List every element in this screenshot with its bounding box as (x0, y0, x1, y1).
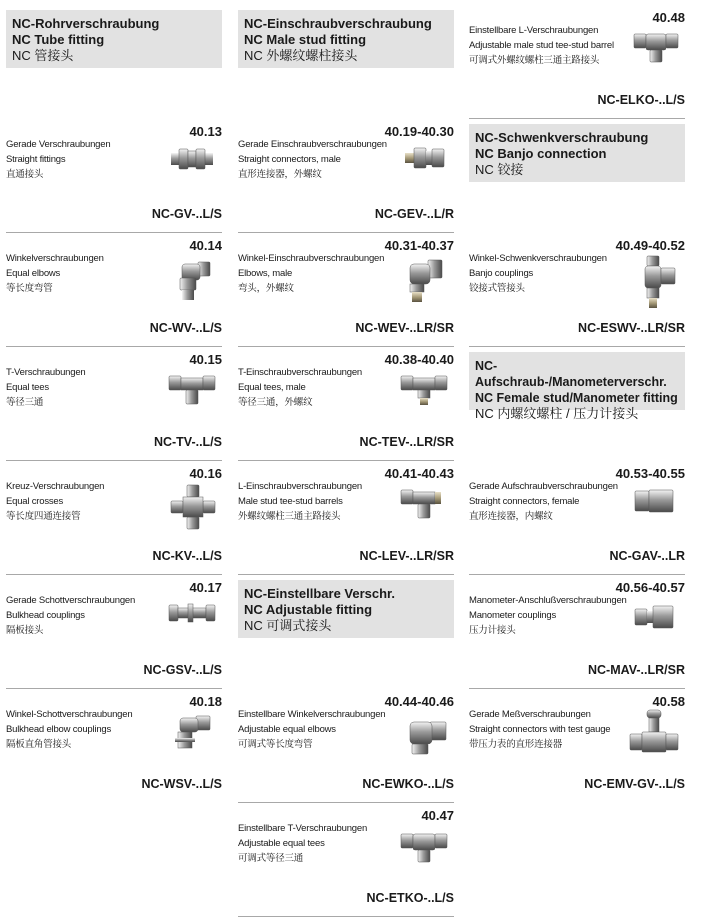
adjustable-elbow-icon (404, 712, 448, 756)
product-name-de: Gerade Schottverschraubungen (6, 595, 136, 606)
male-connector-icon (404, 146, 446, 170)
catalog-page-number: 40.41-40.43 (384, 466, 454, 481)
product-name-zh: 等径三通 (6, 397, 44, 408)
catalog-page-number: 40.15 (189, 352, 222, 367)
header-title-zh: NC 管接头 (12, 48, 74, 63)
order-code: NC-EMV-GV-..L/S (584, 777, 685, 791)
bulkhead-elbow-icon (172, 710, 212, 750)
divider (238, 346, 454, 347)
catalog-page-number: 40.17 (189, 580, 222, 595)
header-title-de: NC-Einschraubverschraubung (244, 16, 432, 31)
section-header-female-stud-fitting (469, 352, 685, 421)
order-code: NC-ETKO-..L/S (366, 891, 454, 905)
product-entry-40-17 (6, 580, 222, 694)
product-name-zh: 可调式等长度弯管 (238, 739, 313, 750)
product-name-en: Equal tees, male (238, 382, 306, 393)
product-name-zh: 隔板直角管接头 (6, 739, 72, 750)
product-name-de: Kreuz-Verschraubungen (6, 481, 105, 492)
product-name-zh: 直形连接器，外螺纹 (238, 169, 322, 180)
product-name-en: Straight connectors with test gauge (469, 724, 611, 735)
divider (238, 460, 454, 461)
divider (238, 232, 454, 233)
divider (6, 232, 222, 233)
section-header-tube-fitting (6, 10, 222, 68)
section-header-banjo-connection (469, 124, 685, 182)
divider (238, 802, 454, 803)
divider (238, 574, 454, 575)
product-entry-40-15 (6, 352, 222, 466)
product-entry-40-38 (238, 352, 454, 466)
test-gauge-connector-icon (629, 708, 679, 760)
product-name-de: T-Einschraubverschraubungen (238, 367, 362, 378)
product-name-en: Banjo couplings (469, 268, 534, 279)
divider (469, 346, 685, 347)
product-entry-40-19 (238, 124, 454, 238)
order-code: NC-TEV-..LR/SR (359, 435, 454, 449)
order-code: NC-LEV-..LR/SR (359, 549, 454, 563)
header-title-en: NC Female stud/Manometer fitting (475, 391, 678, 405)
order-code: NC-WEV-..LR/SR (355, 321, 454, 335)
catalog-page-number: 40.19-40.30 (384, 124, 454, 139)
elbow-icon (172, 256, 212, 302)
order-code: NC-WSV-..L/S (141, 777, 222, 791)
product-name-de: Gerade Aufschraubverschraubungen (469, 481, 618, 492)
product-name-en: Equal tees (6, 382, 49, 393)
product-name-zh: 直形连接器，内螺纹 (469, 511, 553, 522)
catalog-page-number: 40.13 (189, 124, 222, 139)
product-name-de: Gerade Meßverschraubungen (469, 709, 591, 720)
adjustable-tee-icon (400, 830, 448, 864)
product-name-zh: 等长度弯管 (6, 283, 53, 294)
catalog-page-number: 40.31-40.37 (384, 238, 454, 253)
product-name-zh: 可调式外螺纹螺柱三通主路接头 (469, 55, 600, 66)
header-title-de: NC-Einstellbare Verschr. (244, 586, 396, 601)
divider (6, 346, 222, 347)
product-name-de: Winkel-Schottverschraubungen (6, 709, 133, 720)
product-entry-40-41 (238, 466, 454, 580)
product-name-en: Straight connectors, male (238, 154, 341, 165)
product-name-de: Manometer-Anschlußverschraubungen (469, 595, 627, 606)
product-name-en: Bulkhead couplings (6, 610, 85, 621)
product-name-de: Einstellbare T-Verschraubungen (238, 823, 368, 834)
adjustable-l-tee-icon (633, 30, 679, 64)
product-name-zh: 等长度四通连接管 (6, 511, 81, 522)
male-tee-icon (400, 372, 448, 406)
order-code: NC-GSV-..L/S (143, 663, 222, 677)
product-entry-40-49 (469, 238, 685, 352)
catalog-page-number: 40.38-40.40 (384, 352, 454, 367)
product-name-zh: 外螺纹螺柱三通主路接头 (238, 511, 341, 522)
catalog-page-number: 40.56-40.57 (615, 580, 685, 595)
divider (6, 688, 222, 689)
catalog-page-number: 40.49-40.52 (615, 238, 685, 253)
product-name-zh: 可调式等径三通 (238, 853, 304, 864)
divider (238, 916, 454, 917)
product-name-en: Elbows, male (238, 268, 293, 279)
order-code: NC-GAV-..LR (609, 549, 685, 563)
product-name-en: Adjustable male stud tee-stud barrel (469, 40, 614, 51)
product-name-en: Equal elbows (6, 268, 61, 279)
product-name-de: Einstellbare L-Verschraubungen (469, 25, 599, 36)
catalog-page-number: 40.58 (652, 694, 685, 709)
order-code: NC-MAV-..LR/SR (588, 663, 685, 677)
order-code: NC-ELKO-..L/S (597, 93, 685, 107)
product-name-de: Gerade Einschraubverschraubungen (238, 139, 387, 150)
product-name-en: Male stud tee-stud barrels (238, 496, 343, 507)
order-code: NC-ESWV-..LR/SR (578, 321, 685, 335)
straight-union-icon (170, 144, 214, 174)
catalog-page-number: 40.16 (189, 466, 222, 481)
tee-icon (168, 372, 216, 406)
product-entry-40-56 (469, 580, 685, 694)
product-name-de: T-Verschraubungen (6, 367, 86, 378)
product-entry-40-58 (469, 694, 685, 808)
manometer-coupling-icon (633, 604, 677, 630)
product-name-zh: 带压力表的直形连接器 (469, 739, 563, 750)
header-title-en: NC Adjustable fitting (244, 602, 373, 617)
male-elbow-icon (398, 256, 444, 304)
header-title-en: NC Tube fitting (12, 32, 105, 47)
header-title-zh: NC 外螺纹螺柱接头 (244, 48, 358, 63)
order-code: NC-EWKO-..L/S (362, 777, 454, 791)
female-connector-icon (633, 488, 677, 514)
product-entry-40-13 (6, 124, 222, 238)
product-name-zh: 直通接头 (6, 169, 44, 180)
order-code: NC-KV-..L/S (152, 549, 222, 563)
catalog-page-number: 40.18 (189, 694, 222, 709)
product-entry-40-31 (238, 238, 454, 352)
catalog-page-number: 40.14 (189, 238, 222, 253)
bulkhead-icon (168, 602, 216, 624)
product-name-en: Manometer couplings (469, 610, 557, 621)
product-name-de: Winkel-Schwenkverschraubungen (469, 253, 607, 264)
product-name-de: Gerade Verschraubungen (6, 139, 111, 150)
product-entry-40-18 (6, 694, 222, 808)
product-name-en: Equal crosses (6, 496, 64, 507)
product-name-zh: 铰接式管接头 (469, 283, 525, 294)
product-name-zh: 隔板接头 (6, 625, 44, 636)
order-code: NC-TV-..L/S (153, 435, 222, 449)
product-name-de: Winkelverschraubungen (6, 253, 104, 264)
product-name-de: Einstellbare Winkelverschraubungen (238, 709, 386, 720)
product-entry-40-48 (469, 10, 685, 124)
male-l-tee-icon (400, 486, 448, 520)
product-name-en: Adjustable equal tees (238, 838, 325, 849)
divider (6, 460, 222, 461)
section-header-male-stud-fitting (238, 10, 454, 68)
product-name-en: Adjustable equal elbows (238, 724, 336, 735)
product-name-zh: 弯头，外螺纹 (238, 283, 294, 294)
header-title-de: NC-Rohrverschraubung (12, 16, 160, 31)
divider (469, 118, 685, 119)
divider (469, 574, 685, 575)
product-name-en: Bulkhead elbow couplings (6, 724, 112, 735)
divider (469, 688, 685, 689)
product-entry-40-16 (6, 466, 222, 580)
order-code: NC-GEV-..L/R (374, 207, 454, 221)
product-name-de: Winkel-Einschraubverschraubungen (238, 253, 385, 264)
product-name-de: L-Einschraubverschraubungen (238, 481, 362, 492)
catalog-page-number: 40.47 (421, 808, 454, 823)
header-title-zh: NC 可调式接头 (244, 618, 332, 633)
cross-icon (170, 484, 216, 530)
product-entry-40-53 (469, 466, 685, 580)
product-name-zh: 等径三通，外螺纹 (238, 397, 313, 408)
product-entry-40-44 (238, 694, 454, 808)
order-code: NC-GV-..L/S (151, 207, 222, 221)
product-name-zh: 压力计接头 (469, 625, 516, 636)
banjo-icon (631, 254, 679, 310)
product-entry-40-47 (238, 808, 454, 922)
header-title-de: NC-Aufschraub-/Manometerverschr. (475, 359, 667, 389)
header-title-en: NC Male stud fitting (244, 32, 367, 47)
product-name-en: Straight connectors, female (469, 496, 580, 507)
order-code: NC-WV-..L/S (149, 321, 222, 335)
header-title-de: NC-Schwenkverschraubung (475, 130, 649, 145)
divider (6, 574, 222, 575)
catalog-page-number: 40.48 (652, 10, 685, 25)
header-title-zh: NC 内螺纹螺柱 / 压力计接头 (475, 406, 639, 421)
catalog-page-number: 40.44-40.46 (384, 694, 454, 709)
header-title-en: NC Banjo connection (475, 146, 607, 161)
section-header-adjustable-fitting (238, 580, 454, 638)
product-name-en: Straight fittings (6, 154, 66, 165)
header-title-zh: NC 铰接 (475, 162, 524, 177)
product-entry-40-14 (6, 238, 222, 352)
catalog-page-number: 40.53-40.55 (615, 466, 685, 481)
